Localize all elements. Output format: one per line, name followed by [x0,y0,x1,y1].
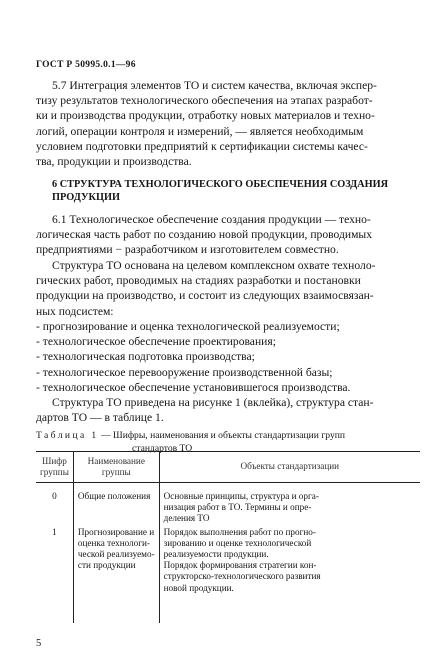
table-row [36,483,420,525]
cell-text: деления ТО [163,513,210,524]
text-line: ных подсистем: [36,304,114,318]
heading-line: ПРОДУКЦИИ [52,192,120,203]
list-item: - технологическое обеспечение установившегося производства. [36,380,351,394]
text-line: логическая часть работ по созданию новой продукции, проводимых [36,228,373,242]
cell-name [73,525,159,623]
cell-objects [159,525,420,623]
document-code: ГОСТ Р 50995.0.1—96 [36,60,136,70]
subsystem-list [36,319,420,395]
header-code [36,452,73,483]
paragraph-reference [36,395,420,425]
list-item: - технологическая подготовка производства; [36,350,255,364]
header-text: Наименование [87,455,145,466]
paragraph-structure [36,258,420,319]
list-item: - технологическое обеспечение проектирования; [36,335,276,349]
cell-name [73,483,159,525]
cell-text: Прогнозирование и [77,526,155,537]
text-line: гических работ, проводимых на стадиях разработки и постановки [36,274,361,288]
paragraph-5-7 [36,78,420,169]
header-text: группы [101,467,131,477]
paragraph-6-1 [36,212,420,258]
text-line: тва, продукции и производства. [36,155,192,169]
text-line: дартов ТО — в таблице 1. [36,411,164,425]
header-text: группы [40,467,69,477]
header-objects [159,452,420,483]
caption-label: Таблица 1 [36,430,99,441]
cell-text: Порядок выполнения работ по прогно- [163,526,316,537]
list-item: - прогнозирование и оценка технологической реализуемости; [36,320,340,333]
caption-text: — Шифры, наименования и объекты стандартизации групп [98,430,346,441]
cell-text: новой продукции. [163,582,234,593]
list-item: - технологическое перевооружение производственной базы; [36,365,333,379]
text-line: предприятиями − разработчиком и изготовителем совместно. [36,243,339,257]
cell-text: низация работ в ТО. Термины и опре- [163,502,312,513]
standards-table [36,451,420,623]
cell-code: 1 [52,526,57,537]
header-text: Объекты стандартизации [240,461,340,472]
cell-text: оценка технологи- [77,537,151,548]
text-line: Структура ТО приведена на рисунке 1 (вклейка), структура стан- [52,396,374,409]
text-line: тизу результатов технологического обеспечения на этапах разработ- [36,94,373,108]
cell-text: сти продукции [77,560,136,571]
cell-text: реализуемости продукции. [163,549,269,560]
caption-line: стандартов ТО [132,442,193,454]
header-name [73,452,159,483]
table-row [36,525,420,623]
heading-line: 6 СТРУКТУРА ТЕХНОЛОГИЧЕСКОГО ОБЕСПЕЧЕНИЯ СОЗДАНИЯ [52,179,389,190]
section-6-heading [36,178,420,204]
cell-text: Основные принципы, структура и орга- [163,491,319,501]
header-text: Шифр [42,455,67,466]
page-number: 5 [36,638,42,649]
text-line: ки и производства продукции, отработку новых материалов и техно- [36,109,375,123]
cell-text: ческой реализуемо- [77,549,155,560]
text-line: логий, операции контроля и измерений, — является необходимым [36,124,364,138]
cell-objects [159,483,420,525]
text-line: продукции на производство, и состоит из следующих взаимосвязан- [36,289,374,303]
cell-code: 0 [52,491,57,501]
cell-text: зированию и оценке технологической [163,537,312,548]
text-line: условием подготовки предприятий к сертификации системы качес- [36,139,368,153]
text-line: 5.7 Интеграция элементов ТО и систем качества, включая экспер- [52,79,377,92]
cell-text: структорско-технологического развития [163,571,321,582]
table-header-row [36,452,420,483]
text-line: 6.1 Технологическое обеспечение создания продукции — техно- [52,213,371,226]
cell-text: Порядок формирования стратегии кон- [163,560,317,571]
caption-line [36,430,426,443]
cell-text: Общие положения [77,491,151,501]
text-line: Структура ТО основана на целевом комплексном охвате техноло- [52,259,376,272]
